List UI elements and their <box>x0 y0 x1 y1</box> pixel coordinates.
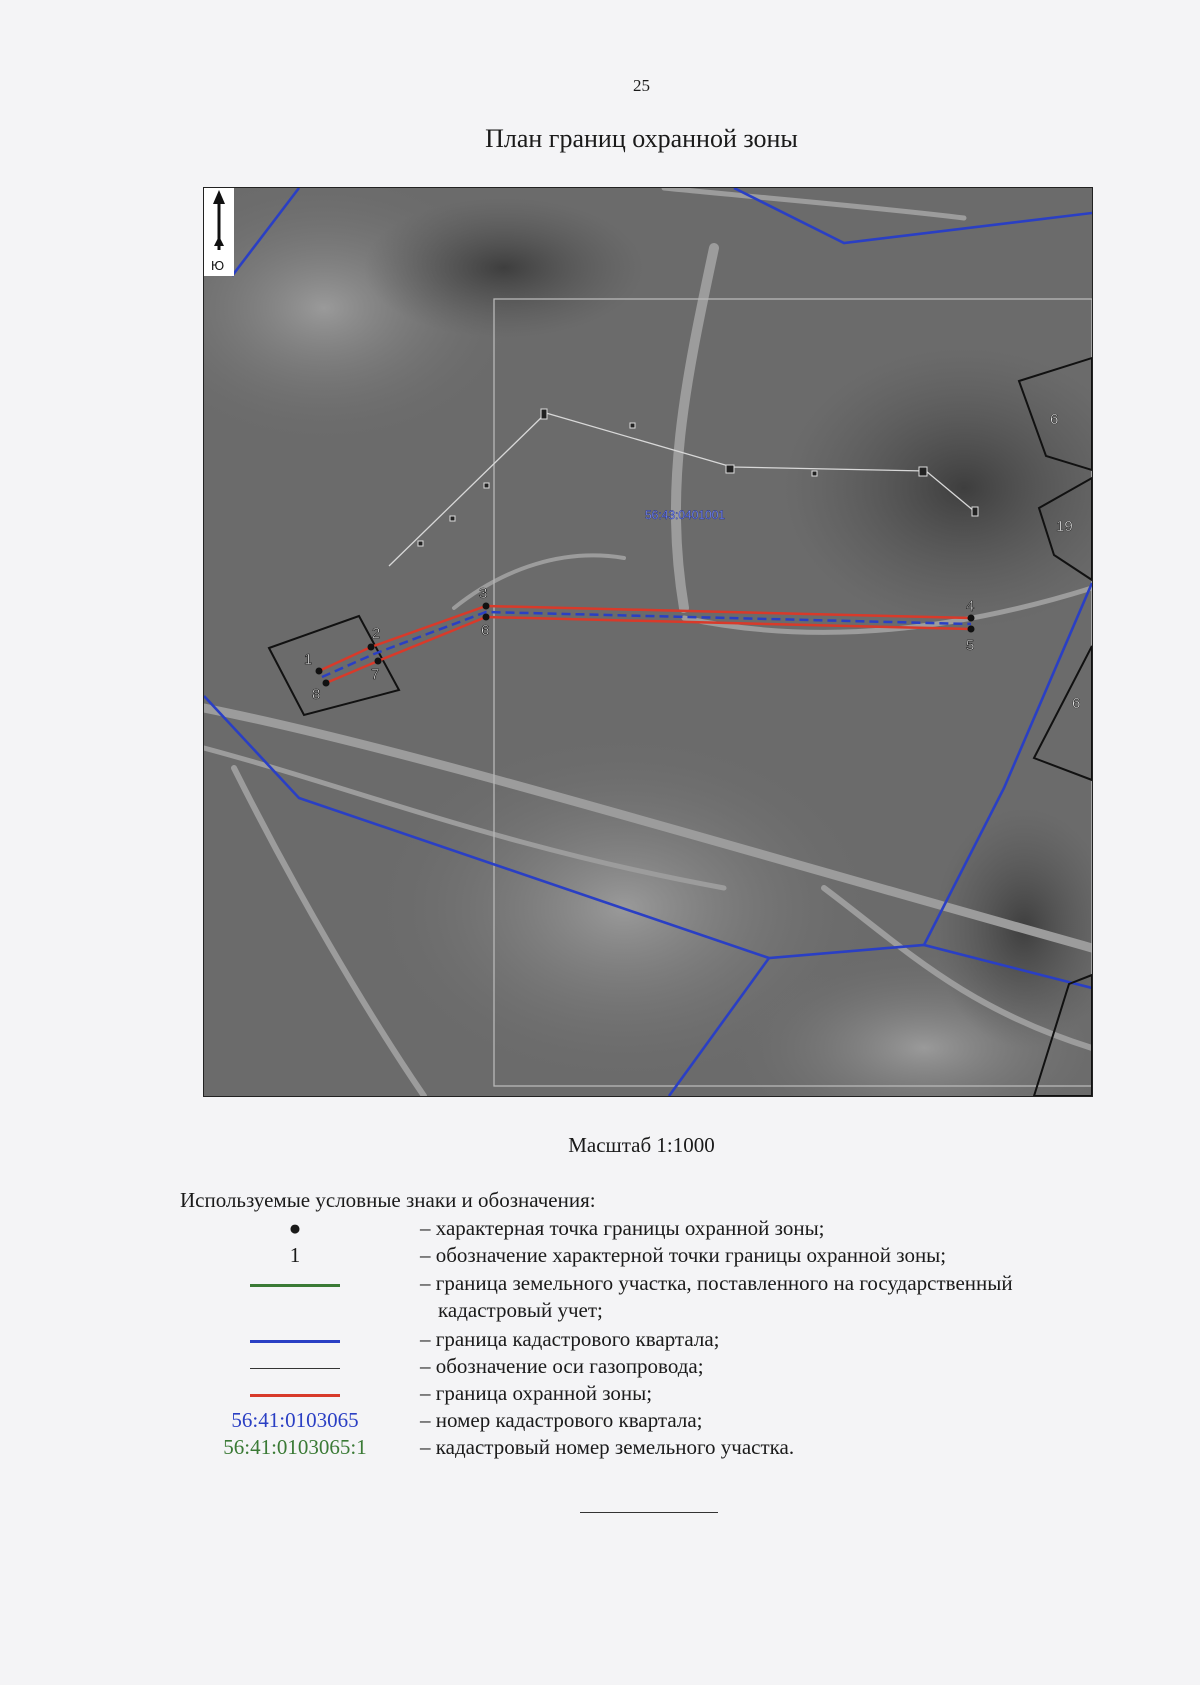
point-label-6: 6 <box>481 622 490 639</box>
legend-text: – обозначение оси газопровода; <box>420 1354 704 1378</box>
zone-point <box>316 668 323 675</box>
bottom-divider <box>580 1512 718 1513</box>
zone-point <box>483 614 490 621</box>
page-title: План границ охранной зоны <box>485 124 798 153</box>
legend-text: – обозначение характерной точки границы охранной зоны; <box>420 1243 947 1267</box>
zone-point <box>323 680 330 687</box>
legend-text-cont: кадастровый учет; <box>438 1298 603 1322</box>
legend-symbol-text: 56:41:0103065 <box>231 1408 359 1432</box>
north-arrow-label: Ю <box>211 258 225 273</box>
point-label-8: 8 <box>312 686 321 703</box>
map-scale: Масштаб 1:1000 <box>568 1133 715 1157</box>
legend-line-icon <box>180 1380 410 1407</box>
legend-text: – номер кадастрового квартала; <box>420 1408 703 1432</box>
satellite-map <box>204 188 1092 1096</box>
legend-text: – характерная точка границы охранной зоны; <box>420 1216 825 1240</box>
legend-text: – граница кадастрового квартала; <box>420 1327 720 1351</box>
point-label-1: 1 <box>304 651 313 668</box>
legend-title: Используемые условные знаки и обозначения: <box>180 1188 596 1212</box>
terrain-patch <box>364 198 644 338</box>
parcel-label: 6 <box>1072 695 1081 712</box>
page-number: 25 <box>633 76 650 95</box>
zone-point <box>368 644 375 651</box>
zone-point <box>968 626 975 633</box>
zone-point <box>375 658 382 665</box>
north-arrow-icon <box>204 188 234 276</box>
zone-point <box>968 615 975 622</box>
legend-symbol-text: 1 <box>289 1243 301 1267</box>
point-label-2: 2 <box>372 625 381 642</box>
point-label-3: 3 <box>479 585 488 602</box>
point-label-4: 4 <box>966 598 975 615</box>
zone-point <box>483 603 490 610</box>
legend-text: – граница земельного участка, поставленного на государственный <box>420 1271 1013 1295</box>
legend-text: – граница охранной зоны; <box>420 1381 653 1405</box>
quarter-number-label: 56:43:0401001 <box>645 508 726 522</box>
map-frame <box>203 187 1093 1097</box>
legend-dot-icon: ● <box>288 1216 302 1240</box>
legend-line-icon <box>180 1353 410 1380</box>
legend-text: – кадастровый номер земельного участка. <box>420 1435 795 1459</box>
parcel-label: 6 <box>1050 411 1059 428</box>
legend-symbol-text: 56:41:0103065:1 <box>223 1435 367 1459</box>
point-label-7: 7 <box>371 666 380 683</box>
legend-line-icon <box>180 1270 410 1297</box>
point-label-5: 5 <box>966 637 975 654</box>
legend-line-icon <box>180 1326 410 1353</box>
parcel-label: 19 <box>1056 518 1073 535</box>
